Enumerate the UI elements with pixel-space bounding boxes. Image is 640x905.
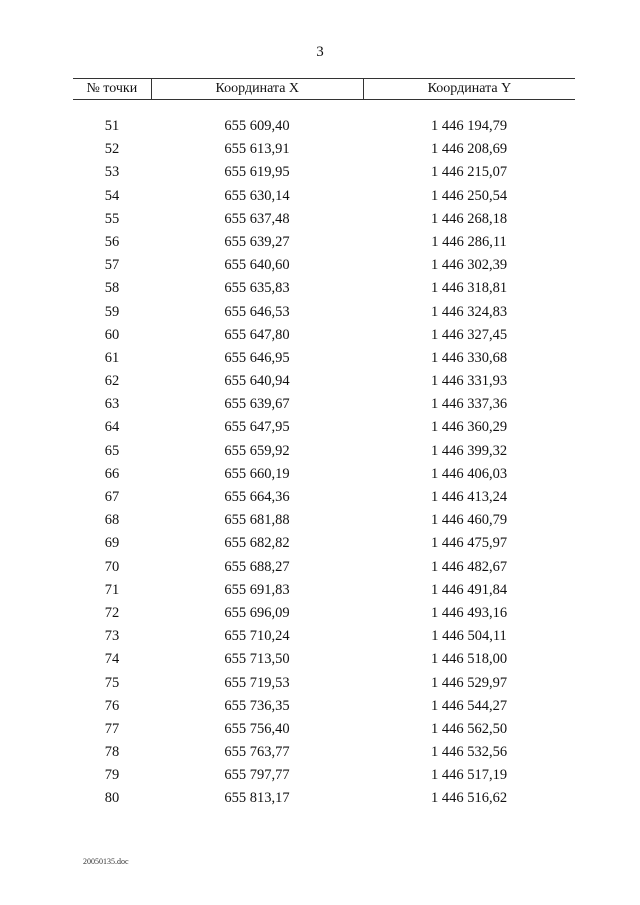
coordinate-y-cell: 1 446 215,07: [430, 164, 508, 181]
coordinate-y-cell: 1 446 544,27: [430, 697, 508, 714]
table-row: [73, 764, 575, 787]
coordinate-x-cell: 655 646,53: [224, 303, 290, 320]
coordinate-y-cell: 1 446 318,81: [430, 280, 508, 297]
coordinate-x-cell: 655 640,94: [224, 373, 290, 390]
point-number-cell: 78: [104, 744, 120, 761]
coordinate-x-cell: 655 763,77: [224, 744, 290, 761]
point-number-cell: 60: [104, 326, 120, 343]
coordinate-x-cell: 655 660,19: [224, 465, 290, 482]
coordinate-x-cell: 655 609,40: [224, 118, 290, 134]
coordinate-x-cell: 655 647,80: [224, 326, 290, 343]
coordinate-y-cell: 1 446 327,45: [430, 326, 508, 343]
point-number-cell: 57: [104, 257, 120, 274]
coordinate-y-cell: 1 446 337,36: [430, 396, 508, 413]
coordinate-x-cell: 655 688,27: [224, 558, 290, 575]
coordinate-x-cell: 655 696,09: [224, 604, 290, 621]
table-row: [73, 648, 575, 671]
coordinate-x-cell: 655 719,53: [224, 674, 290, 691]
coordinate-x-cell: 655 682,82: [224, 535, 290, 552]
coordinate-y-cell: 1 446 532,56: [430, 744, 508, 761]
coordinate-y-cell: 1 446 529,97: [430, 674, 508, 691]
coordinate-y-cell: 1 446 331,93: [430, 373, 508, 390]
point-number-cell: 74: [104, 651, 120, 668]
coordinate-y-cell: 1 446 475,97: [430, 535, 508, 552]
coordinate-y-cell: 1 446 460,79: [430, 512, 508, 529]
coordinate-y-cell: 1 446 504,11: [431, 628, 507, 645]
coordinate-y-cell: 1 446 208,69: [430, 141, 508, 158]
table-row: [73, 370, 575, 393]
table-row: [73, 416, 575, 439]
table-row: [73, 672, 575, 695]
coordinate-x-cell: 655 639,27: [224, 233, 290, 250]
coordinate-y-cell: 1 446 360,29: [430, 419, 508, 436]
table-row: [73, 138, 575, 161]
point-number-cell: 73: [104, 628, 120, 645]
point-number-cell: 59: [104, 303, 120, 320]
table-row: [73, 486, 575, 509]
table-header: [73, 78, 575, 100]
table-row: [73, 324, 575, 347]
table-row: [73, 532, 575, 555]
header-coordinate-y: Координата Y: [363, 79, 575, 99]
table-row: [73, 556, 575, 579]
point-number-cell: 70: [104, 558, 120, 575]
point-number-cell: 69: [104, 535, 120, 552]
coordinate-x-cell: 655 736,35: [224, 697, 290, 714]
table-row: [73, 301, 575, 324]
coordinate-x-cell: 655 659,92: [224, 442, 290, 459]
table-row: [73, 347, 575, 370]
coordinate-y-cell: 1 446 482,67: [430, 558, 508, 575]
coordinate-y-cell: 1 446 491,84: [430, 581, 508, 598]
point-number-cell: 63: [104, 396, 120, 413]
point-number-cell: 56: [104, 233, 120, 250]
coordinate-x-cell: 655 710,24: [224, 628, 290, 645]
point-number-cell: 65: [104, 442, 120, 459]
table-row: [73, 787, 575, 810]
table-row: [73, 579, 575, 602]
point-number-cell: 64: [104, 419, 120, 436]
table-row: [73, 277, 575, 300]
page-number: 3: [316, 44, 324, 60]
point-number-cell: 54: [104, 187, 120, 204]
table-row: [73, 440, 575, 463]
coordinate-x-cell: 655 639,67: [224, 396, 290, 413]
coordinate-y-cell: 1 446 516,62: [430, 790, 508, 807]
table-body: [73, 115, 575, 811]
footer-file-name: 20050135.doc: [83, 857, 129, 866]
table-row: [73, 625, 575, 648]
coordinate-y-cell: 1 446 302,39: [430, 257, 508, 274]
table-row: [73, 695, 575, 718]
table-row: [73, 115, 575, 138]
coordinate-y-cell: 1 446 518,00: [430, 651, 508, 668]
coordinate-y-cell: 1 446 324,83: [430, 303, 508, 320]
coordinate-x-cell: 655 756,40: [224, 720, 290, 737]
coordinate-y-cell: 1 446 268,18: [430, 210, 508, 227]
header-point-number: № точки: [86, 81, 138, 96]
coordinate-x-cell: 655 713,50: [224, 651, 290, 668]
point-number-cell: 76: [104, 697, 120, 714]
point-number-cell: 61: [104, 349, 120, 366]
header-coordinate-x: Координата X: [151, 79, 363, 99]
point-number-cell: 80: [104, 790, 120, 807]
coordinate-x-cell: 655 681,88: [224, 512, 290, 529]
coordinate-y-cell: 1 446 286,11: [431, 233, 507, 250]
point-number-cell: 53: [104, 164, 120, 181]
coordinate-y-cell: 1 446 493,16: [430, 604, 508, 621]
point-number-cell: 75: [104, 674, 120, 691]
coordinate-x-cell: 655 813,17: [224, 790, 290, 807]
coordinate-x-cell: 655 640,60: [224, 257, 290, 274]
table-row: [73, 463, 575, 486]
table-row: [73, 185, 575, 208]
coordinate-y-cell: 1 446 194,79: [430, 118, 508, 134]
coordinate-y-cell: 1 446 562,50: [430, 720, 508, 737]
table-row: [73, 231, 575, 254]
point-number-cell: 72: [104, 604, 120, 621]
coordinate-x-cell: 655 691,83: [224, 581, 290, 598]
coordinate-x-cell: 655 637,48: [224, 210, 290, 227]
coordinates-table: [73, 78, 575, 811]
coordinate-y-cell: 1 446 330,68: [430, 349, 508, 366]
coordinate-y-cell: 1 446 517,19: [430, 767, 508, 784]
table-row: [73, 393, 575, 416]
table-row: [73, 509, 575, 532]
coordinate-x-cell: 655 797,77: [224, 767, 290, 784]
coordinate-x-cell: 655 613,91: [224, 141, 290, 158]
point-number-cell: 58: [104, 280, 120, 297]
coordinate-x-cell: 655 619,95: [224, 164, 290, 181]
coordinate-y-cell: 1 446 399,32: [430, 442, 508, 459]
point-number-cell: 62: [104, 373, 120, 390]
point-number-cell: 77: [104, 720, 120, 737]
point-number-cell: 55: [104, 210, 120, 227]
coordinate-y-cell: 1 446 413,24: [430, 489, 508, 505]
coordinate-x-cell: 655 647,95: [224, 419, 290, 436]
table-row: [73, 254, 575, 277]
point-number-cell: 71: [104, 581, 120, 598]
point-number-cell: 52: [104, 141, 120, 158]
point-number-cell: 67: [104, 489, 120, 505]
coordinate-x-cell: 655 630,14: [224, 187, 290, 204]
table-row: [73, 208, 575, 231]
table-row: [73, 741, 575, 764]
coordinate-y-cell: 1 446 250,54: [430, 187, 508, 204]
point-number-cell: 66: [104, 465, 120, 482]
coordinate-y-cell: 1 446 406,03: [430, 465, 508, 482]
coordinate-x-cell: 655 664,36: [224, 489, 290, 505]
point-number-cell: 51: [104, 118, 120, 134]
coordinate-x-cell: 655 635,83: [224, 280, 290, 297]
point-number-cell: 79: [104, 767, 120, 784]
table-row: [73, 161, 575, 184]
coordinate-x-cell: 655 646,95: [224, 349, 290, 366]
table-row: [73, 602, 575, 625]
point-number-cell: 68: [104, 512, 120, 529]
table-row: [73, 718, 575, 741]
